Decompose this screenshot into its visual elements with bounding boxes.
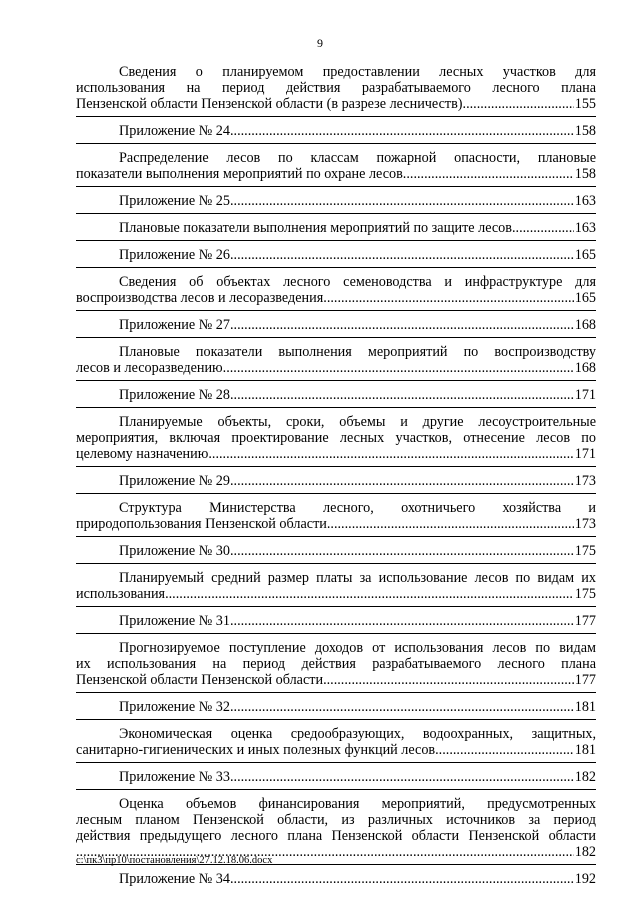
dot-leader bbox=[230, 543, 574, 559]
toc-entry-title: Приложение № 26 bbox=[119, 247, 230, 263]
toc-entry bbox=[76, 344, 596, 381]
toc-entry-title: показатели выполнения мероприятий по охране лесов bbox=[76, 166, 403, 182]
toc-entry-leader-line bbox=[76, 871, 596, 887]
toc-entry-title: Пензенской области Пензенской области bbox=[76, 672, 324, 688]
toc-entry bbox=[76, 871, 596, 891]
toc-entry bbox=[76, 220, 596, 241]
toc-entry-title: Плановые показатели выполнения мероприятий по защите лесов bbox=[119, 220, 512, 236]
toc-entry-text-line: Планируемые объекты, сроки, объемы и другие лесоустроительные bbox=[119, 414, 596, 430]
toc-entry-leader-line bbox=[76, 769, 596, 785]
toc-entry-leader-line bbox=[76, 699, 596, 715]
toc-entry-text-line: их использования на период действия разрабатываемого лесного плана bbox=[76, 656, 596, 672]
toc-entry-title: природопользования Пензенской области bbox=[76, 516, 327, 532]
toc-entry-page-number: 181 bbox=[574, 742, 596, 758]
toc-entry-page-number: 173 bbox=[574, 516, 596, 532]
toc-entry-page-number: 182 bbox=[574, 769, 596, 785]
toc-entry-leader-line bbox=[76, 317, 596, 333]
dot-leader bbox=[223, 360, 574, 376]
dot-leader bbox=[435, 742, 574, 758]
dot-leader bbox=[327, 516, 574, 532]
toc-entry-leader-line bbox=[76, 360, 596, 376]
toc-entry-page-number: 165 bbox=[574, 290, 596, 306]
toc-entry-title: санитарно-гигиенических и иных полезных функций лесов bbox=[76, 742, 436, 758]
toc-entry-title: Приложение № 34 bbox=[119, 871, 230, 887]
dot-leader bbox=[403, 166, 574, 182]
toc-entry-page-number: 175 bbox=[574, 543, 596, 559]
toc-entry bbox=[76, 247, 596, 268]
toc-entry-title: Приложение № 30 bbox=[119, 543, 230, 559]
dot-leader bbox=[230, 247, 574, 263]
toc-entry-leader-line bbox=[76, 247, 596, 263]
dot-leader bbox=[230, 193, 574, 209]
toc-entry-text-line: использования на период действия разрабатываемого лесного плана bbox=[76, 80, 596, 96]
toc-entry-text-line: лесным планом Пензенской области, из различных источников за период bbox=[76, 812, 596, 828]
toc-entry bbox=[76, 543, 596, 564]
toc-entry bbox=[76, 699, 596, 720]
toc-entry bbox=[76, 570, 596, 607]
page-number: 9 bbox=[317, 36, 323, 50]
toc-entry bbox=[76, 726, 596, 763]
dot-leader bbox=[230, 387, 574, 403]
toc-entry-title: Приложение № 25 bbox=[119, 193, 230, 209]
toc-entry-leader-line bbox=[76, 586, 596, 602]
toc-entry bbox=[76, 473, 596, 494]
toc-entry-title: целевому назначению bbox=[76, 446, 209, 462]
toc-entry-leader-line bbox=[76, 742, 596, 758]
toc-entry-leader-line bbox=[76, 166, 596, 182]
toc-entry bbox=[76, 193, 596, 214]
dot-leader bbox=[323, 672, 574, 688]
toc-entry-text-line: мероприятия, включая проектирование лесных участков, отнесение лесов по bbox=[76, 430, 596, 446]
dot-leader bbox=[323, 290, 573, 306]
toc-entry-title: Приложение № 31 bbox=[119, 613, 230, 629]
toc-entry-text-line: действия предыдущего лесного плана Пензенской области Пензенской области bbox=[76, 828, 596, 844]
toc-entry-text-line: Распределение лесов по классам пожарной опасности, плановые bbox=[119, 150, 596, 166]
toc-entry-page-number: 168 bbox=[574, 360, 596, 376]
dot-leader bbox=[230, 473, 574, 489]
toc-entry bbox=[76, 387, 596, 408]
toc-entry-text-line: Сведения об объектах лесного семеноводства и инфраструктуре для bbox=[119, 274, 596, 290]
toc-entry-page-number: 173 bbox=[574, 473, 596, 489]
dot-leader bbox=[208, 446, 573, 462]
toc-entry-leader-line bbox=[76, 613, 596, 629]
toc-entry-title: Приложение № 28 bbox=[119, 387, 230, 403]
dot-leader bbox=[165, 586, 574, 602]
file-path-footer: c:\пк3\пр10\постановления\27.12.18.06.docx bbox=[76, 855, 273, 866]
toc-entry-leader-line bbox=[76, 220, 596, 236]
toc-entry-page-number: 165 bbox=[574, 247, 596, 263]
toc-entry-title: использования bbox=[76, 586, 166, 602]
toc-entry-leader-line bbox=[76, 123, 596, 139]
toc-entry-leader-line bbox=[76, 473, 596, 489]
toc-entry-page-number: 177 bbox=[574, 613, 596, 629]
toc-entry bbox=[76, 500, 596, 537]
toc-entry-page-number: 192 bbox=[574, 871, 596, 887]
toc-entry-page-number: 158 bbox=[574, 123, 596, 139]
toc-entry-page-number: 181 bbox=[574, 699, 596, 715]
toc-entry-leader-line bbox=[76, 387, 596, 403]
toc-entry-text-line: Сведения о планируемом предоставлении лесных участков для bbox=[119, 64, 596, 80]
toc-entry bbox=[76, 274, 596, 311]
toc-entry-title: Приложение № 29 bbox=[119, 473, 230, 489]
dot-leader bbox=[230, 613, 574, 629]
toc-entry-leader-line bbox=[76, 516, 596, 532]
toc-entry-page-number: 163 bbox=[574, 193, 596, 209]
toc-entry-page-number: 177 bbox=[574, 672, 596, 688]
dot-leader bbox=[230, 699, 574, 715]
toc-entry-leader-line bbox=[76, 543, 596, 559]
dot-leader bbox=[230, 317, 574, 333]
toc-entry-text-line: Экономическая оценка средообразующих, водоохранных, защитных, bbox=[119, 726, 596, 742]
toc-entry-page-number: 182 bbox=[574, 844, 596, 860]
toc-entry-title: Приложение № 32 bbox=[119, 699, 230, 715]
toc-entry bbox=[76, 64, 596, 117]
toc-entry bbox=[76, 414, 596, 467]
dot-leader bbox=[230, 769, 574, 785]
toc-entry-page-number: 163 bbox=[574, 220, 596, 236]
toc-entry-page-number: 155 bbox=[574, 96, 596, 112]
toc-entry-title: Приложение № 33 bbox=[119, 769, 230, 785]
toc-entry bbox=[76, 123, 596, 144]
dot-leader bbox=[463, 96, 574, 112]
toc-entry bbox=[76, 150, 596, 187]
dot-leader bbox=[512, 220, 574, 236]
dot-leader bbox=[230, 871, 574, 887]
toc-entry-text-line: Оценка объемов финансирования мероприятий, предусмотренных bbox=[119, 796, 596, 812]
toc-entry-page-number: 175 bbox=[574, 586, 596, 602]
toc-entry-title: лесов и лесоразведению bbox=[76, 360, 223, 376]
table-of-contents bbox=[76, 64, 596, 897]
toc-entry-leader-line bbox=[76, 193, 596, 209]
toc-entry-page-number: 158 bbox=[574, 166, 596, 182]
toc-entry-leader-line bbox=[76, 96, 596, 112]
toc-entry-leader-line bbox=[76, 672, 596, 688]
toc-entry bbox=[76, 613, 596, 634]
toc-entry-text-line: Структура Министерства лесного, охотничьего хозяйства и bbox=[119, 500, 596, 516]
toc-entry-page-number: 168 bbox=[574, 317, 596, 333]
toc-entry bbox=[76, 640, 596, 693]
toc-entry-title: Приложение № 24 bbox=[119, 123, 230, 139]
toc-entry bbox=[76, 317, 596, 338]
toc-entry-text-line: Прогнозируемое поступление доходов от использования лесов по видам bbox=[119, 640, 596, 656]
toc-entry-leader-line bbox=[76, 446, 596, 462]
toc-entry-page-number: 171 bbox=[574, 387, 596, 403]
toc-entry bbox=[76, 769, 596, 790]
toc-entry-text-line: Плановые показатели выполнения мероприятий по воспроизводству bbox=[119, 344, 596, 360]
toc-entry-title: воспроизводства лесов и лесоразведения bbox=[76, 290, 324, 306]
toc-entry-leader-line bbox=[76, 290, 596, 306]
toc-entry-page-number: 171 bbox=[574, 446, 596, 462]
toc-entry-title: Приложение № 27 bbox=[119, 317, 230, 333]
toc-entry-text-line: Планируемый средний размер платы за использование лесов по видам их bbox=[119, 570, 596, 586]
dot-leader bbox=[230, 123, 574, 139]
toc-entry-title: Пензенской области Пензенской области (в разрезе лесничеств) bbox=[76, 96, 463, 112]
